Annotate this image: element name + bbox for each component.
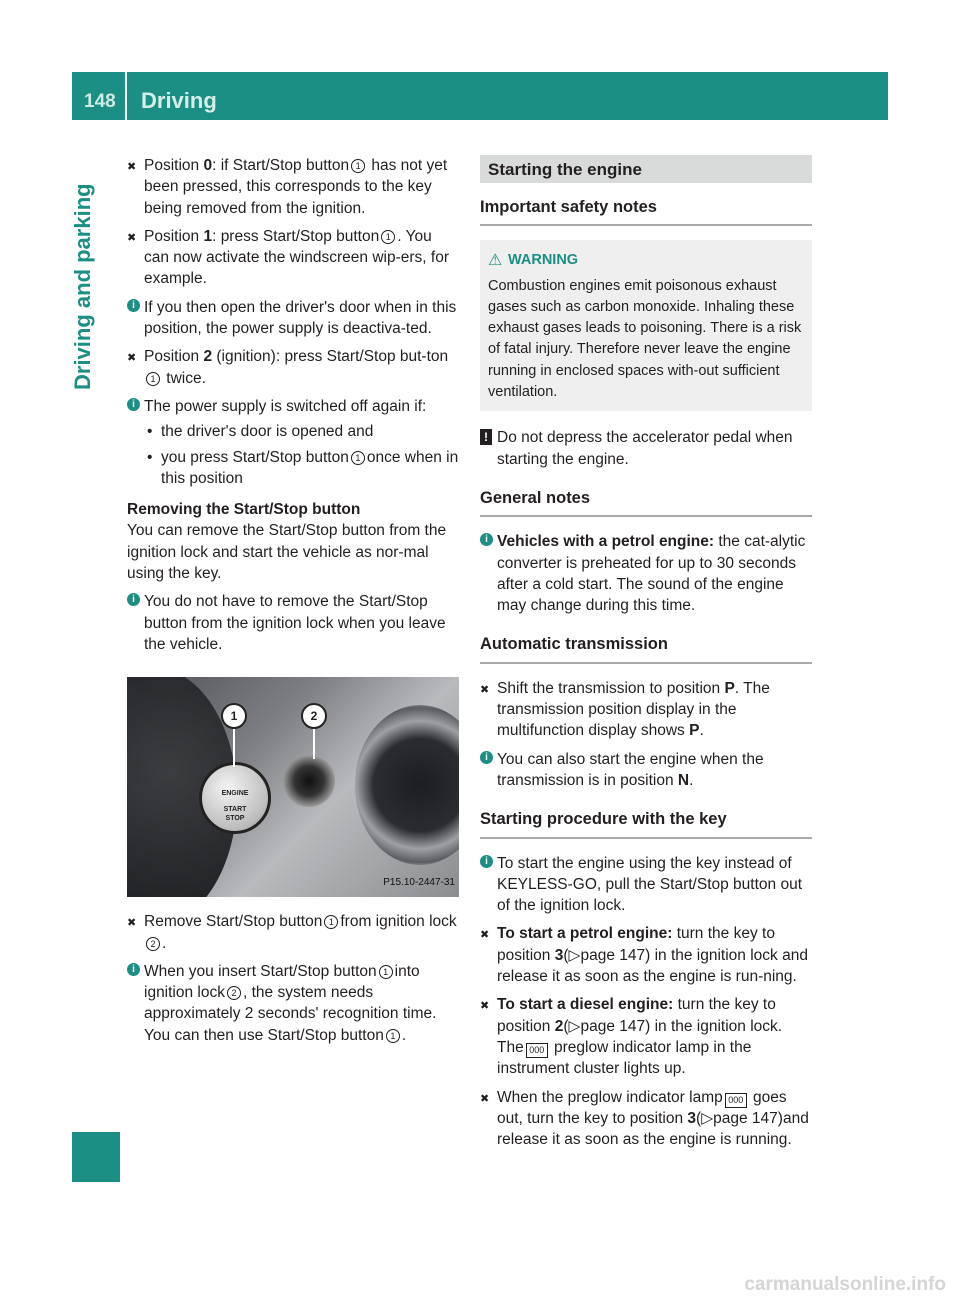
heading-general: General notes <box>480 488 812 517</box>
photo-callout-1: 1 <box>221 703 247 729</box>
callout-1-icon: 1 <box>146 372 160 386</box>
warning-text: Combustion engines emit poisonous exhaust gases such as carbon monoxide. Inhaling these exhaust gases leads to poisoning. There is a risk of fatal injury. Therefore never leave the engine running in enclosed spaces with-out sufficient ventilation. <box>488 277 802 401</box>
bullet-item: • you press Start/Stop button 1 once when in this position <box>127 447 459 490</box>
info-neutral: i You can also start the engine when the transmission is in position N. <box>480 749 812 792</box>
callout-1-icon: 1 <box>381 230 395 244</box>
preglow-icon: 000 <box>526 1043 548 1058</box>
info-icon: i <box>480 751 493 764</box>
warning-box <box>480 240 812 411</box>
step-preglow: ✖ When the preglow indicator lamp 000 goes out, turn the key to position 3(▷page 147)and release it as soon as the engine is running. <box>480 1087 812 1151</box>
info-icon: i <box>127 299 140 312</box>
info-note-remove: i You do not have to remove the Start/Stop button from the ignition lock when you leave the vehicle. <box>127 591 459 655</box>
photo-callout-2: 2 <box>301 703 327 729</box>
step-petrol: ✖ To start a petrol engine: turn the key to position 3(▷page 147) in the ignition lock and release it as soon as the engine is run-ning. <box>480 923 812 987</box>
ignition-lock <box>283 755 335 807</box>
callout-1-icon: 1 <box>386 1029 400 1043</box>
caution-note: ! Do not depress the accelerator pedal when starting the engine. <box>480 427 812 470</box>
bullet-item: • the driver's door is opened and <box>127 421 459 442</box>
ignition-photo <box>127 677 459 897</box>
heading-automatic: Automatic transmission <box>480 634 812 663</box>
preglow-icon: 000 <box>725 1093 747 1108</box>
heading-safety: Important safety notes <box>480 197 812 226</box>
info-note-door: i If you then open the driver's door when in this position, the power supply is deactiva-ted. <box>127 297 459 340</box>
callout-1-icon: 1 <box>351 451 365 465</box>
page-ref-link[interactable]: page 147) in the ignition lock and release it as soon as the engine is run-ning. <box>497 946 808 986</box>
start-stop-button-image: ENGINE START STOP <box>199 762 271 834</box>
exclamation-icon: ! <box>480 429 492 445</box>
photo-code: P15.10-2447-31 <box>383 876 455 888</box>
side-tab-block <box>72 1132 120 1182</box>
header-divider <box>125 72 127 120</box>
info-icon: i <box>480 533 493 546</box>
callout-line-2 <box>313 727 315 759</box>
info-note-power: i The power supply is switched off again if: <box>127 396 459 417</box>
page-number: 148 <box>84 91 116 112</box>
step-position-2: ✖ Position 2 (ignition): press Start/Stop but-ton1 twice. <box>127 346 459 389</box>
page-ref-link[interactable]: page 147)and release it as soon as the engine is running. <box>497 1109 809 1149</box>
left-column <box>127 155 459 1053</box>
chapter-title: Driving <box>141 88 217 113</box>
info-icon: i <box>480 855 493 868</box>
page-header <box>72 72 888 120</box>
heading-key-procedure: Starting procedure with the key <box>480 809 812 838</box>
info-icon: i <box>127 593 140 606</box>
page-ref-arrow-icon: ▷ <box>568 946 581 964</box>
warning-title: ⚠ WARNING <box>488 250 804 271</box>
page-ref-arrow-icon: ▷ <box>568 1017 581 1035</box>
step-diesel: ✖ To start a diesel engine: turn the key to position 2(▷page 147) in the ignition lock. The 000 preglow indicator lamp in the instrument cluster lights up. <box>480 994 812 1079</box>
info-note-insert: i When you insert Start/Stop button 1 into ignition lock 2 , the system needs approximately 2 seconds' recognition time. You can then use Start/Stop button 1 . <box>127 961 459 1046</box>
side-tab <box>72 120 120 1132</box>
callout-1-icon: 1 <box>379 965 393 979</box>
step-remove-button: ✖ Remove Start/Stop button 1 from ignition lock2 . <box>127 911 459 954</box>
side-tab-label: Driving and parking <box>70 183 95 390</box>
right-column <box>480 155 812 1157</box>
watermark: carmanualsonline.info <box>744 1274 946 1295</box>
info-keyless: i To start the engine using the key instead of KEYLESS-GO, pull the Start/Stop button out of the ignition lock. <box>480 853 812 917</box>
step-position-1: ✖ Position 1: press Start/Stop button 1 . You can now activate the windscreen wip-ers, for example. <box>127 226 459 290</box>
page-ref-link[interactable]: page 147) in the ignition lock. The <box>497 1017 783 1056</box>
warning-triangle-icon: ⚠ <box>488 252 503 270</box>
callout-1-icon: 1 <box>324 915 338 929</box>
removing-text: You can remove the Start/Stop button from the ignition lock and start the vehicle as nor-mal using the key. <box>127 522 447 583</box>
callout-2-icon: 2 <box>227 986 241 1000</box>
page-ref-arrow-icon: ▷ <box>701 1109 714 1127</box>
info-icon: i <box>127 398 140 411</box>
section-bar: Starting the engine <box>480 155 812 183</box>
removing-heading: Removing the Start/Stop button <box>127 501 361 519</box>
callout-2-icon: 2 <box>146 937 160 951</box>
callout-line-1 <box>233 727 235 767</box>
step-position-0: ✖ Position 0: if Start/Stop button 1 has not yet been pressed, this corresponds to the key being removed from the ignition. <box>127 155 459 219</box>
callout-1-icon: 1 <box>351 159 365 173</box>
step-shift: ✖ Shift the transmission to position P. The transmission position display in the multifunction display shows P. <box>480 678 812 742</box>
info-icon: i <box>127 963 140 976</box>
info-petrol: i Vehicles with a petrol engine: the cat-alytic converter is preheated for up to 30 seconds after a cold start. The sound of the engine may change during this time. <box>480 531 812 616</box>
air-vent <box>355 705 459 865</box>
